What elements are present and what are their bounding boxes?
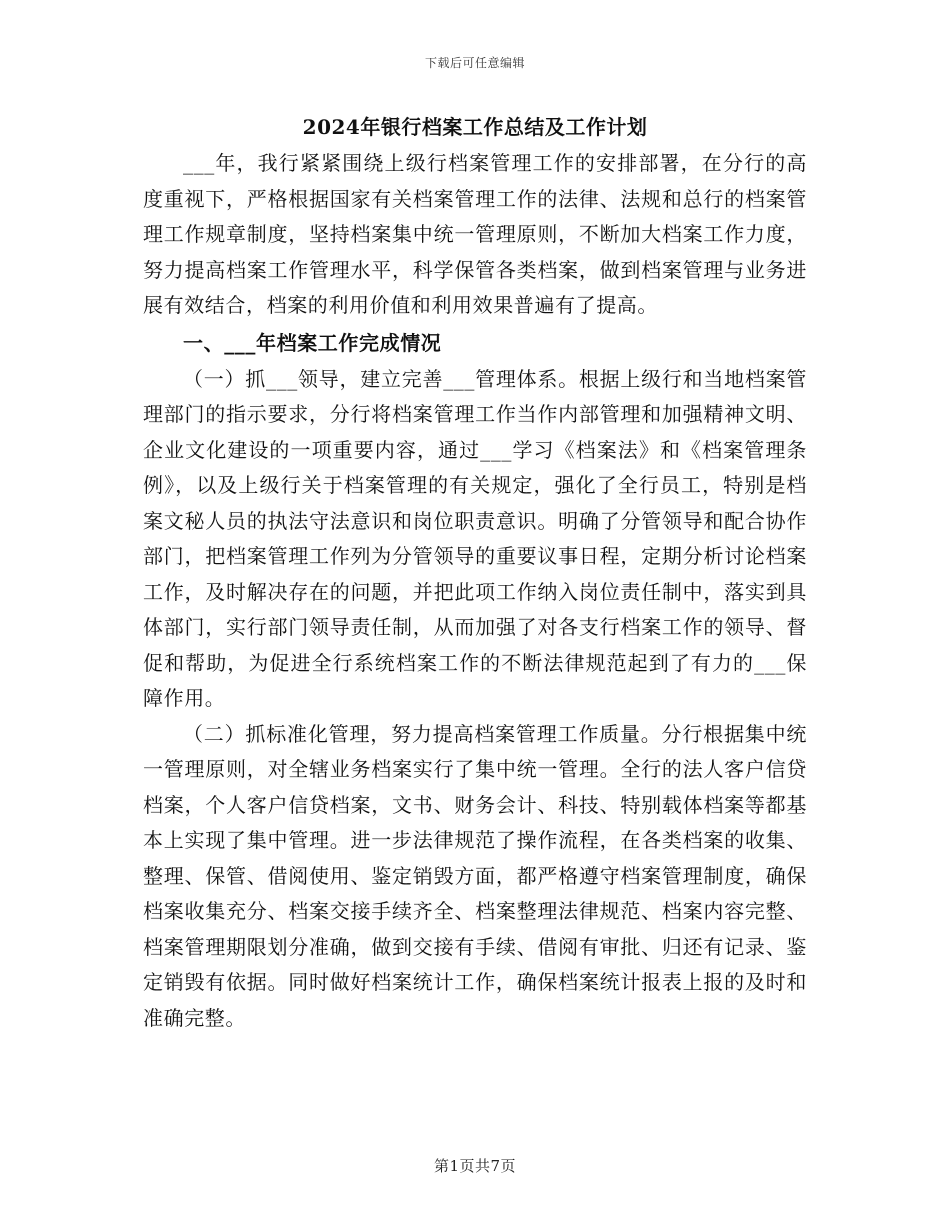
section-heading: 一、___年档案工作完成情况: [183, 330, 442, 355]
body-paragraph-2: （二）抓标准化管理，努力提高档案管理工作质量。分行根据集中统一管理原则，对全辖业务档案实行了集中统一管理。全行的法人客户信贷档案，个人客户信贷档案，文书、财务会计、科技、特别载体档案等都基本上实现了集中管理。进一步法律规范了操作流程，在各类档案的收集、整理、保管、借阅使用、鉴定销毁方面，都严格遵守档案管理制度，确保档案收集充分、档案交接手续齐全、档案整理法律规范、档案内容完整、档案管理期限划分准确，做到交接有手续、借阅有审批、归还有记录、鉴定销毁有依据。同时做好档案统计工作，确保档案统计报表上报的及时和准确完整。: [143, 721, 807, 1030]
document-title: 2024年银行档案工作总结及工作计划: [302, 115, 648, 139]
header-note: 下载后可任意编辑: [424, 56, 525, 70]
intro-paragraph: ___年，我行紧紧围绕上级行档案管理工作的安排部署，在分行的高度重视下，严格根据国家有关档案管理工作的法律、法规和总行的档案管理工作规章制度，坚持档案集中统一管理原则，不断加大档案工作力度，努力提高档案工作管理水平，科学保管各类档案，做到档案管理与业务进展有效结合，档案的利用价值和利用效果普遍有了提高。: [143, 151, 807, 317]
page-number: 第1页共7页: [433, 1157, 517, 1175]
body-paragraph-1: （一）抓___领导，建立完善___管理体系。根据上级行和当地档案管理部门的指示要求，分行将档案管理工作当作内部管理和加强精神文明、企业文化建设的一项重要内容，通过___学习《档案法》和《档案管理条例》，以及上级行关于档案管理的有关规定，强化了全行员工，特别是档案文秘人员的执法守法意识和岗位职责意识。明确了分管领导和配合协作部门，把档案管理工作列为分管领导的重要议事日程，定期分析讨论档案工作，及时解决存在的问题，并把此项工作纳入岗位责任制中，落实到具体部门，实行部门领导责任制，从而加强了对各支行档案工作的领导、督促和帮助，为促进全行系统档案工作的不断法律规范起到了有力的___保障作用。: [143, 366, 807, 710]
document-body: [143, 112, 807, 1036]
